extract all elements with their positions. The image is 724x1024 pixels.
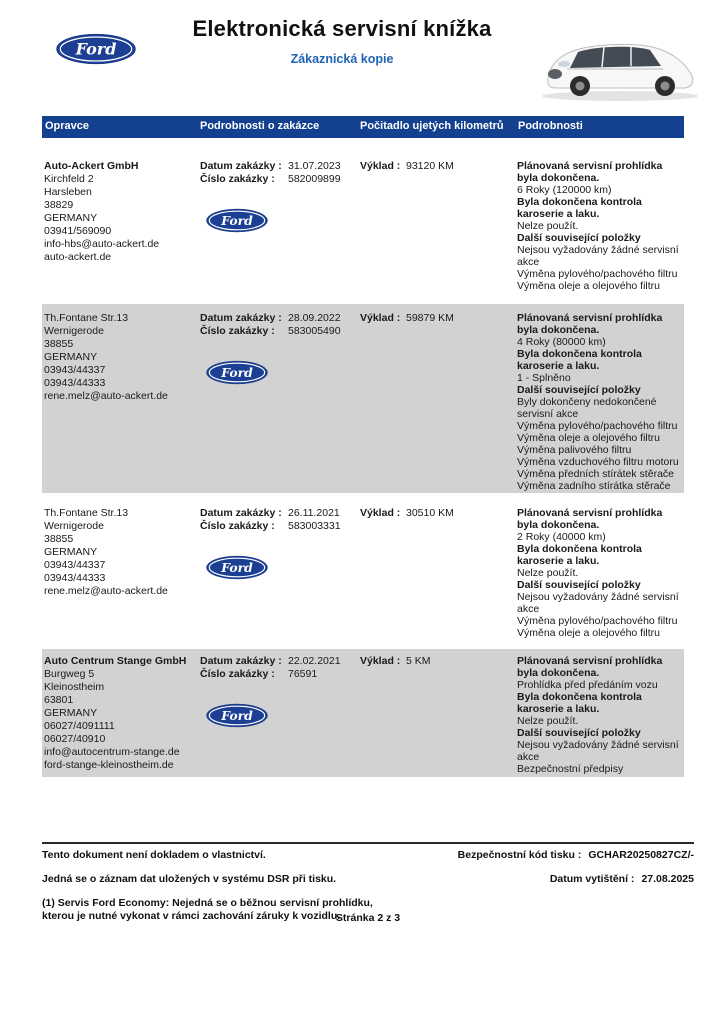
detail-line: Výměna předních stírátek stěrače	[517, 468, 674, 480]
order-date-label: Datum zakázky :	[200, 312, 282, 324]
vehicle-image	[534, 24, 704, 111]
odometer-value: 93120 KM	[406, 160, 454, 172]
order-date-value: 28.09.2022	[288, 312, 341, 324]
detail-line: Výměna pylového/pachového filtru	[517, 420, 678, 432]
order-details	[200, 160, 356, 237]
svg-text:Ford: Ford	[221, 707, 253, 723]
dealer-line: rene.melz@auto-ackert.de	[44, 390, 168, 402]
order-date-label: Datum zakázky :	[200, 160, 282, 172]
dealer-line: Th.Fontane Str.13	[44, 312, 129, 324]
dealer-info	[44, 160, 196, 264]
column-header-dealer: Opravce	[45, 120, 90, 132]
order-number-label: Číslo zakázky :	[200, 520, 275, 532]
dealer-line: 03943/44337	[44, 559, 106, 571]
order-number-value: 583005490	[288, 325, 341, 337]
order-date-value: 22.02.2021	[288, 655, 341, 667]
svg-text:Ford: Ford	[221, 559, 253, 575]
detail-line: Plánovaná servisní prohlídka byla dokončena.	[517, 507, 663, 531]
odometer-label: Výklad :	[360, 507, 401, 519]
svg-text:Ford: Ford	[221, 212, 253, 228]
dealer-info	[44, 655, 196, 772]
print-date-row	[550, 873, 694, 885]
ford-oval-icon	[206, 555, 356, 584]
order-number-value: 582009899	[288, 173, 341, 185]
dealer-line: auto-ackert.de	[44, 251, 112, 263]
detail-line: 2 Roky (40000 km)	[517, 531, 606, 543]
service-record-row	[42, 304, 684, 493]
dealer-line: GERMANY	[44, 212, 98, 224]
dealer-line: Wernigerode	[44, 325, 104, 337]
detail-line: 1 - Splněno	[517, 372, 571, 384]
dealer-line: info-hbs@auto-ackert.de	[44, 238, 160, 250]
dealer-line: GERMANY	[44, 707, 98, 719]
column-header-details: Podrobnosti	[518, 120, 583, 132]
detail-line: Byla dokončena kontrola karoserie a laku.	[517, 196, 642, 220]
dealer-info	[44, 312, 196, 403]
table-header-bar	[42, 116, 684, 138]
order-number-label: Číslo zakázky :	[200, 325, 275, 337]
detail-line: Další související položky	[517, 232, 641, 244]
odometer-label: Výklad :	[360, 655, 401, 667]
detail-line: 6 Roky (120000 km)	[517, 184, 612, 196]
odometer-label: Výklad :	[360, 312, 401, 324]
detail-line: Byla dokončena kontrola karoserie a laku.	[517, 543, 642, 567]
detail-line: Výměna pylového/pachového filtru	[517, 615, 678, 627]
detail-line: Výměna zadního stírátka stěrače	[517, 480, 671, 492]
dealer-line: 03943/44333	[44, 572, 106, 584]
odometer-reading	[360, 312, 512, 325]
detail-line: Byla dokončena kontrola karoserie a laku.	[517, 691, 642, 715]
detail-line: Výměna vzduchového filtru motoru	[517, 456, 679, 468]
odometer-value: 30510 KM	[406, 507, 454, 519]
detail-line: Výměna oleje a olejového filtru	[517, 280, 661, 292]
ownership-note: Tento dokument není dokladem o vlastnictví.	[42, 849, 266, 861]
detail-line: Plánovaná servisní prohlídka byla dokončena.	[517, 312, 663, 336]
detail-line: Nelze použít.	[517, 715, 579, 727]
order-details	[200, 655, 356, 732]
dealer-line: 03941/569090	[44, 225, 112, 237]
service-details	[517, 160, 684, 292]
order-number-value: 583003331	[288, 520, 341, 532]
svg-text:Ford: Ford	[75, 39, 117, 59]
order-number-label: Číslo zakázky :	[200, 668, 275, 680]
detail-line: Nejsou vyžadovány žádné servisní akce	[517, 591, 679, 615]
service-record-row	[42, 158, 684, 304]
detail-line: Prohlídka před předáním vozu	[517, 679, 658, 691]
odometer-label: Výklad :	[360, 160, 401, 172]
print-date-label: Datum vytištění :	[549, 873, 635, 885]
dealer-line: Auto-Ackert GmbH	[44, 160, 139, 172]
detail-line: Bezpečnostní předpisy	[517, 763, 624, 775]
svg-text:Ford: Ford	[221, 364, 253, 380]
dealer-line: Burgweg 5	[44, 668, 95, 680]
service-record-row	[42, 505, 684, 648]
dealer-line: Kirchfeld 2	[44, 173, 94, 185]
dealer-line: 06027/40910	[44, 733, 106, 745]
odometer-reading	[360, 507, 512, 520]
page-indicator: Stránka 2 z 3	[335, 912, 401, 924]
detail-line: Výměna oleje a olejového filtru	[517, 627, 661, 639]
dealer-line: Kleinostheim	[44, 681, 105, 693]
detail-line: Nejsou vyžadovány žádné servisní akce	[517, 244, 679, 268]
dealer-line: ford-stange-kleinostheim.de	[44, 759, 174, 771]
detail-line: Byly dokončeny nedokončené servisní akce	[517, 396, 657, 420]
dealer-line: info@autocentrum-stange.de	[44, 746, 180, 758]
service-record-row	[42, 649, 684, 777]
detail-line: Plánovaná servisní prohlídka byla dokončena.	[517, 160, 663, 184]
order-date-label: Datum zakázky :	[200, 655, 282, 667]
dealer-line: Wernigerode	[44, 520, 104, 532]
page-subtitle: Zákaznická kopie	[290, 52, 394, 66]
detail-line: Výměna oleje a olejového filtru	[517, 432, 661, 444]
order-date-value: 26.11.2021	[288, 507, 340, 519]
detail-line: Další související položky	[517, 727, 641, 739]
detail-line: Byla dokončena kontrola karoserie a laku.	[517, 348, 642, 372]
dealer-line: GERMANY	[44, 546, 98, 558]
security-code-value: GCHAR20250827CZ/-	[588, 849, 694, 861]
ford-oval-icon	[206, 360, 356, 389]
odometer-reading	[360, 655, 512, 668]
detail-line: Výměna palivového filtru	[517, 444, 632, 456]
detail-line: Další související položky	[517, 579, 641, 591]
order-number-label: Číslo zakázky :	[200, 173, 275, 185]
detail-line: Nejsou vyžadovány žádné servisní akce	[517, 739, 679, 763]
dealer-line: 38855	[44, 533, 74, 545]
column-header-order: Podrobnosti o zakázce	[200, 120, 320, 132]
service-details	[517, 507, 684, 639]
dealer-line: 63801	[44, 694, 74, 706]
service-details	[517, 655, 684, 775]
page-title: Elektronická servisní knížka	[192, 16, 492, 41]
detail-line: 4 Roky (80000 km)	[517, 336, 606, 348]
dsr-note: Jedná se o záznam dat uložených v systému DSR při tisku.	[42, 873, 337, 885]
order-details	[200, 312, 356, 389]
detail-line: Nelze použít.	[517, 220, 579, 232]
dealer-line: 38855	[44, 338, 74, 350]
dealer-line: rene.melz@auto-ackert.de	[44, 585, 168, 597]
print-date-value: 27.08.2025	[641, 873, 694, 885]
ford-oval-icon	[206, 703, 356, 732]
dealer-info	[44, 507, 196, 598]
dealer-line: Harsleben	[44, 186, 92, 198]
column-header-odometer: Počitadlo ujetých kilometrů	[360, 120, 504, 132]
security-code-label: Bezpečnostní kód tisku :	[457, 849, 582, 861]
order-details	[200, 507, 356, 584]
dealer-line: 03943/44333	[44, 377, 106, 389]
dealer-line: 03943/44337	[44, 364, 106, 376]
order-number-value: 76591	[288, 668, 318, 680]
detail-line: Nelze použít.	[517, 567, 579, 579]
odometer-value: 59879 KM	[406, 312, 454, 324]
detail-line: Výměna pylového/pachového filtru	[517, 268, 678, 280]
economy-note-line: (1) Servis Ford Economy: Nejedná se o běžnou servisní prohlídku,	[42, 897, 373, 909]
dealer-line: Auto Centrum Stange GmbH	[44, 655, 187, 667]
order-date-value: 31.07.2023	[288, 160, 341, 172]
ford-oval-icon	[206, 208, 356, 237]
odometer-reading	[360, 160, 512, 173]
security-code-row	[458, 849, 694, 861]
order-date-label: Datum zakázky :	[200, 507, 282, 519]
dealer-line: 06027/4091111	[44, 720, 115, 732]
dealer-line: GERMANY	[44, 351, 98, 363]
economy-note-line: kterou je nutné vykonat v rámci zachování záruky k vozidlu.	[42, 910, 341, 922]
odometer-value: 5 KM	[406, 655, 431, 667]
footer-divider	[42, 842, 694, 844]
dealer-line: Th.Fontane Str.13	[44, 507, 129, 519]
detail-line: Plánovaná servisní prohlídka byla dokončena.	[517, 655, 663, 679]
detail-line: Další související položky	[517, 384, 641, 396]
dealer-line: 38829	[44, 199, 74, 211]
service-details	[517, 312, 684, 492]
